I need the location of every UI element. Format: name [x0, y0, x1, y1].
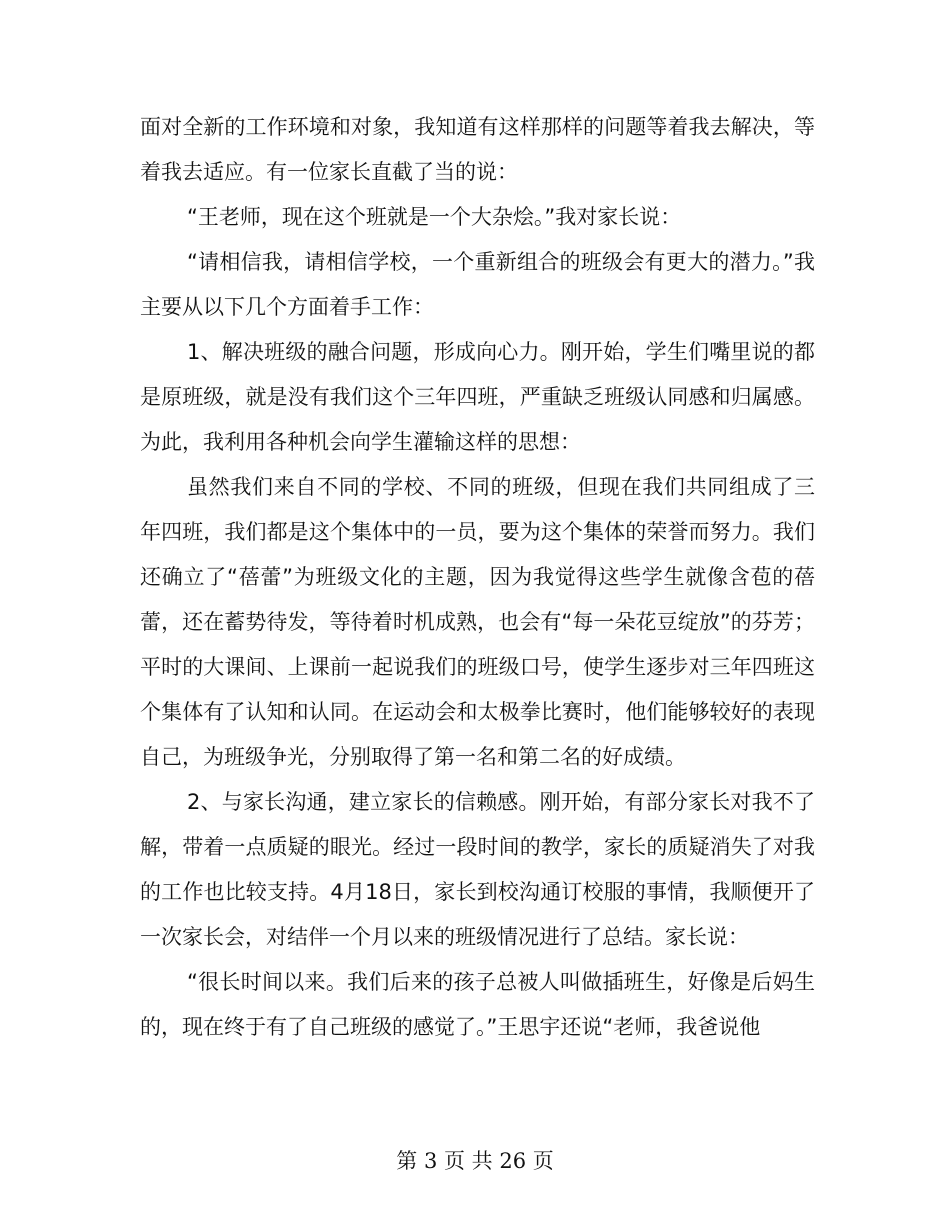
paragraph-1: 面对全新的工作环境和对象，我知道有这样那样的问题等着我去解决，等着我去适应。有一位家长直截了当的说： [140, 115, 815, 184]
paragraph-5: 虽然我们来自不同的学校、不同的班级，但现在我们共同组成了三年四班，我们都是这个集体中的一员，要为这个集体的荣誉而努力。我们还确立了“蓓蕾”为班级文化的主题，因为我觉得这些学生就像含苞的蓓蕾，还在蓄势待发，等待着时机成熟，也会有“每一朵花豆绽放”的芬芳；平时的大课间、上课前一起说我们的班级口号，使学生逐步对三年四班这个集体有了认知和认同。在运动会和太极拳比赛时，他们能够较好的表现自己，为班级争光，分别取得了第一名和第二名的好成绩。 [140, 475, 815, 769]
paragraph-7: “很长时间以来。我们后来的孩子总被人叫做插班生，好像是后妈生的，现在终于有了自己班级的感觉了。”王思宇还说“老师，我爸说他 [140, 970, 815, 1039]
document-body [140, 105, 815, 1050]
paragraph-4: 1、解决班级的融合问题，形成向心力。刚开始，学生们嘴里说的都是原班级，就是没有我们这个三年四班，严重缺乏班级认同感和归属感。为此，我利用各种机会向学生灌输这样的思想： [140, 340, 815, 454]
paragraph-2: “王老师，现在这个班就是一个大杂烩。”我对家长说： [187, 205, 682, 229]
paragraph-3: “请相信我，请相信学校，一个重新组合的班级会有更大的潜力。”我主要从以下几个方面着手工作： [140, 250, 815, 319]
page-footer: 第 3 页 共 26 页 [396, 1149, 554, 1173]
paragraph-6: 2、与家长沟通，建立家长的信赖感。刚开始，有部分家长对我不了解，带着一点质疑的眼光。经过一段时间的教学，家长的质疑消失了对我的工作也比较支持。4月18日，家长到校沟通订校服的事情，我顺便开了一次家长会，对结伴一个月以来的班级情况进行了总结。家长说： [140, 790, 815, 949]
